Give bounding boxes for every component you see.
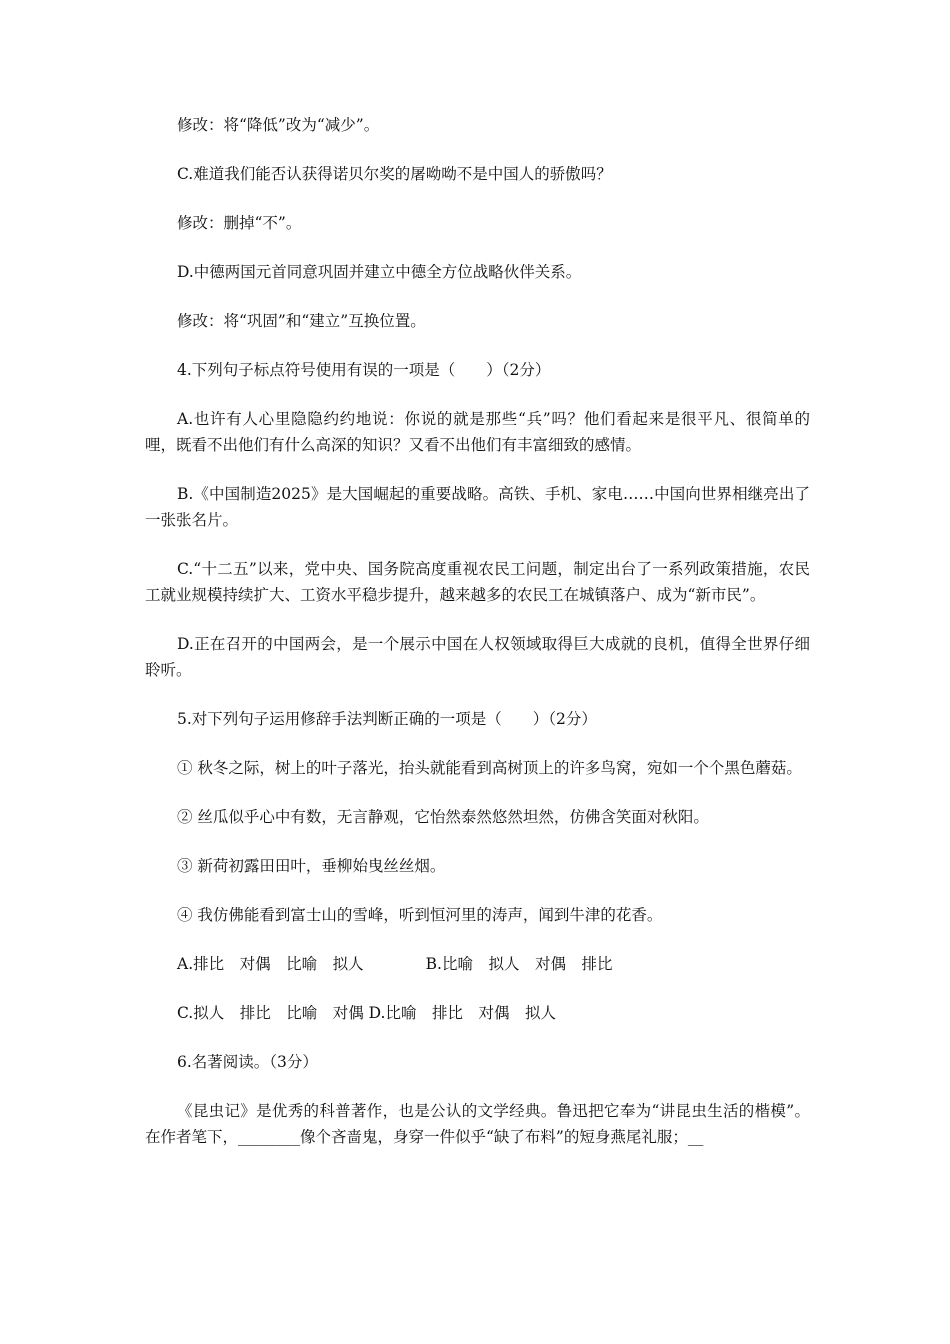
document-page bbox=[145, 112, 810, 1173]
q5-options-ab: A.排比 对偶 比喻 拟人 B.比喻 拟人 对偶 排比 bbox=[177, 955, 613, 973]
q4-option-b: B.《中国制造2025》是大国崛起的重要战略。高铁、手机、家电……中国向世界相继亮出了一张张名片。 bbox=[145, 485, 810, 529]
question-5: 5.对下列句子运用修辞手法判断正确的一项是（ ）（2分） bbox=[177, 710, 597, 728]
q4-option-d: D.正在召开的中国两会，是一个展示中国在人权领域取得巨大成就的良机，值得全世界仔细聆听。 bbox=[145, 635, 810, 679]
revision-b: 修改：将“降低”改为“减少”。 bbox=[177, 116, 380, 134]
q5-sentence-2: ② 丝瓜似乎心中有数，无言静观，它怡然泰然悠然坦然，仿佛含笑面对秋阳。 bbox=[177, 808, 709, 826]
q4-option-a: A.也许有人心里隐隐约约地说：你说的就是那些“兵”吗？他们看起来是很平凡、很简单的哩，既看不出他们有什么高深的知识？又看不出他们有丰富细致的感情。 bbox=[145, 410, 810, 454]
q5-sentence-1: ① 秋冬之际，树上的叶子落光，抬头就能看到高树顶上的许多鸟窝，宛如一个个黑色蘑菇。 bbox=[177, 759, 802, 777]
q5-options-cd: C.拟人 排比 比喻 对偶 D.比喻 排比 对偶 拟人 bbox=[177, 1004, 556, 1022]
question-4: 4.下列句子标点符号使用有误的一项是（ ）（2分） bbox=[177, 361, 551, 379]
q4-option-c: C.“十二五”以来，党中央、国务院高度重视农民工问题，制定出台了一系列政策措施，农民工就业规模持续扩大、工资水平稳步提升，越来越多的农民工在城镇落户、成为“新市民”。 bbox=[145, 560, 810, 604]
question-6: 6.名著阅读。（3分） bbox=[177, 1053, 318, 1071]
option-d: D.中德两国元首同意巩固并建立中德全方位战略伙伴关系。 bbox=[177, 263, 582, 281]
option-c: C.难道我们能否认获得诺贝尔奖的屠呦呦不是中国人的骄傲吗？ bbox=[177, 165, 612, 183]
revision-d: 修改：将“巩固”和“建立”互换位置。 bbox=[177, 312, 426, 330]
q5-sentence-4: ④ 我仿佛能看到富士山的雪峰，听到恒河里的涛声，闻到牛津的花香。 bbox=[177, 906, 663, 924]
q5-sentence-3: ③ 新荷初露田田叶，垂柳始曳丝丝烟。 bbox=[177, 857, 446, 875]
revision-c: 修改：删掉“不”。 bbox=[177, 214, 302, 232]
q6-passage: 《昆虫记》是优秀的科普著作，也是公认的文学经典。鲁迅把它奉为“讲昆虫生活的楷模”。在作者笔下，________像个吝啬鬼，身穿一件似乎“缺了布料”的短身燕尾礼服；__ bbox=[145, 1102, 810, 1146]
